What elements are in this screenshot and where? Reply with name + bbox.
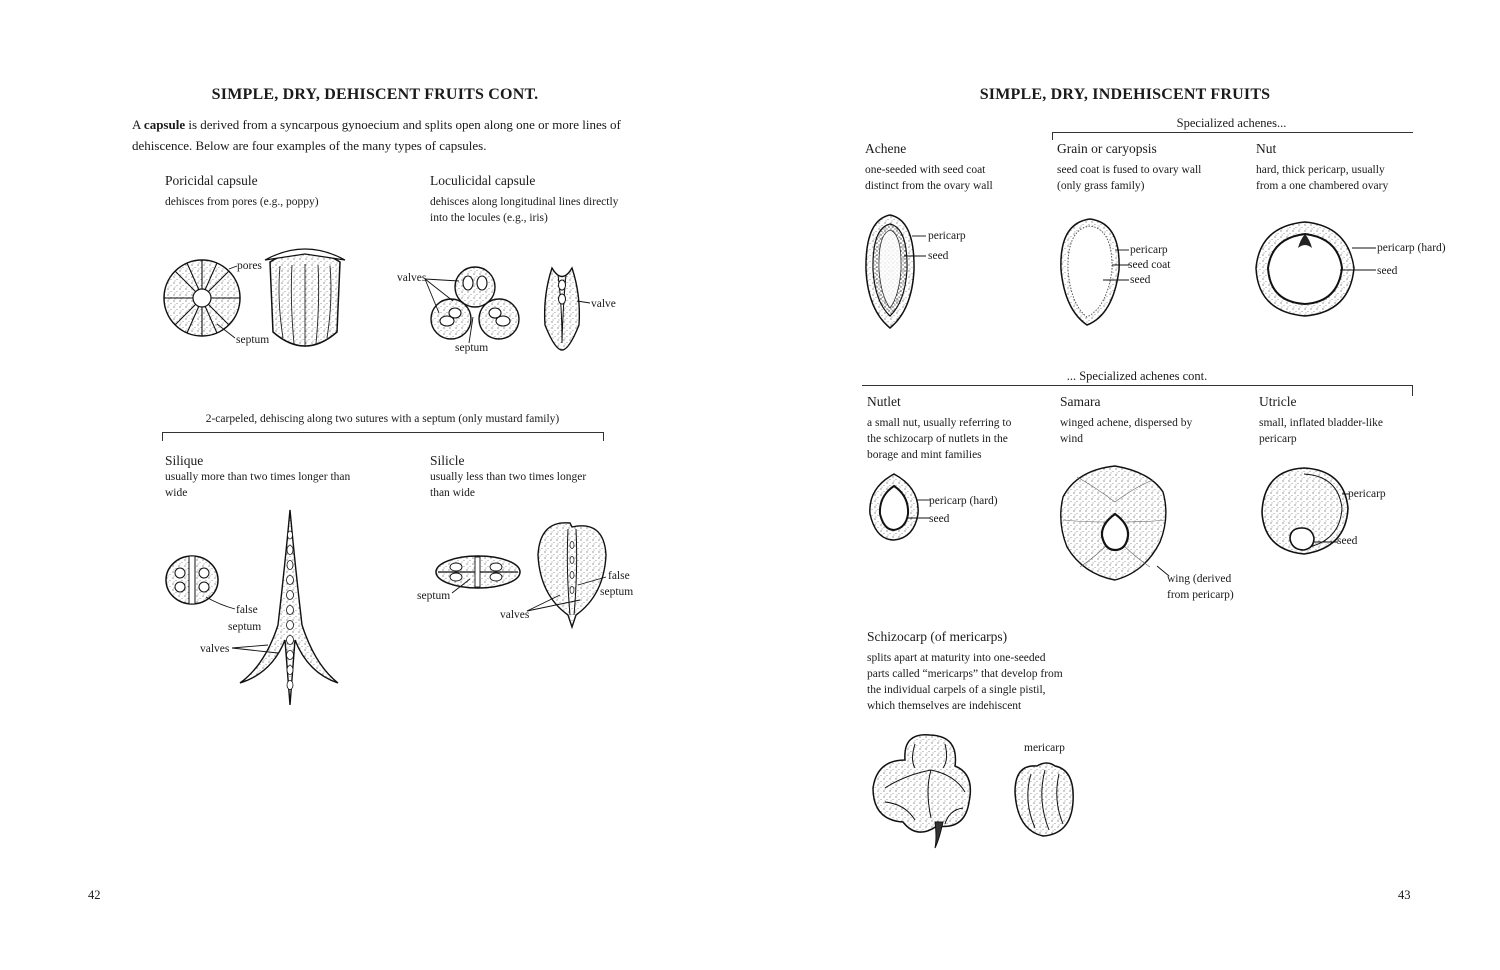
nut-label-pericarp: pericarp (hard) — [1377, 242, 1446, 254]
left-page-number: 42 — [88, 888, 101, 902]
silique-illustration — [160, 505, 360, 715]
grain-label-pericarp: pericarp — [1130, 244, 1168, 256]
schizocarp-label-mericarp: mericarp — [1024, 742, 1065, 754]
schizocarp-desc-line2: parts called “mericarps” that develop from — [867, 668, 1063, 680]
loculicidal-desc — [430, 194, 618, 226]
grain-desc — [1057, 162, 1201, 194]
silicle-label-septum: septum — [417, 590, 451, 602]
nut-desc — [1256, 162, 1388, 194]
nut-desc-line1: hard, thick pericarp, usually — [1256, 164, 1385, 176]
intro-term: capsule — [143, 117, 186, 132]
schizocarp-desc-line4: which themselves are indehiscent — [867, 700, 1022, 712]
utricle-label-pericarp: pericarp — [1348, 488, 1386, 500]
silique-desc — [165, 469, 350, 501]
nut-desc-line2: from a one chambered ovary — [1256, 180, 1389, 192]
left-page-title: SIMPLE, DRY, DEHISCENT FRUITS CONT. — [211, 86, 539, 103]
grain-label-seed: seed — [1130, 274, 1151, 286]
silicle-desc — [430, 469, 586, 501]
samara-label-wing-1: wing (derived — [1167, 573, 1232, 585]
samara-desc-line1: winged achene, dispersed by — [1060, 417, 1193, 429]
samara-desc — [1060, 415, 1192, 447]
silicle-label-false: false — [608, 570, 630, 582]
schizocarp-desc-line1: splits apart at maturity into one-seeded — [867, 652, 1046, 664]
loculicidal-label-valve: valve — [591, 298, 616, 310]
silicle-desc-line1: usually less than two times longer — [430, 471, 587, 483]
silique-label-valves: valves — [200, 643, 230, 655]
poricidal-label-septum: septum — [236, 334, 270, 346]
intro-line2: dehiscence. Below are four examples of the many types of capsules. — [132, 138, 487, 153]
achene-name: Achene — [865, 141, 907, 156]
utricle-desc — [1259, 415, 1383, 447]
nutlet-desc — [867, 415, 1011, 463]
grain-label-seed-coat: seed coat — [1128, 259, 1171, 271]
utricle-desc-line2: pericarp — [1259, 433, 1297, 445]
two-carpeled-bracket — [162, 432, 604, 441]
achene-desc — [865, 162, 993, 194]
silicle-name: Silicle — [430, 453, 465, 468]
nutlet-label-seed: seed — [929, 513, 950, 525]
nutlet-desc-line1: a small nut, usually referring to — [867, 417, 1012, 429]
nut-illustration — [1250, 218, 1380, 323]
silicle-label-valves: valves — [500, 609, 530, 621]
grain-name: Grain or caryopsis — [1057, 141, 1157, 156]
silique-desc-line2: wide — [165, 487, 188, 499]
achene-desc-line2: distinct from the ovary wall — [865, 180, 993, 192]
silicle-label-septum-2: septum — [600, 586, 634, 598]
poricidal-name: Poricidal capsule — [165, 173, 258, 188]
specialized-bracket — [1052, 132, 1413, 140]
poricidal-label-pores: pores — [237, 260, 262, 272]
utricle-illustration — [1258, 462, 1378, 562]
silique-name: Silique — [165, 453, 204, 468]
achene-label-seed: seed — [928, 250, 949, 262]
poricidal-desc: dehisces from pores (e.g., poppy) — [165, 196, 319, 208]
utricle-desc-line1: small, inflated bladder-like — [1259, 417, 1383, 429]
silique-label-septum: septum — [228, 621, 262, 633]
silique-desc-line1: usually more than two times longer than — [165, 471, 351, 483]
loculicidal-desc-line1: dehisces along longitudinal lines directly — [430, 196, 619, 208]
utricle-name: Utricle — [1259, 394, 1297, 409]
silicle-desc-line2: than wide — [430, 487, 476, 499]
two-carpeled-caption: 2-carpeled, dehiscing along two sutures with a septum (only mustard family) — [205, 413, 560, 425]
samara-name: Samara — [1060, 394, 1101, 409]
schizocarp-name: Schizocarp (of mericarps) — [867, 629, 1008, 644]
nutlet-name: Nutlet — [867, 394, 901, 409]
nutlet-desc-line3: borage and mint families — [867, 449, 982, 461]
specialized-header: Specialized achenes... — [1176, 116, 1287, 130]
achene-desc-line1: one-seeded with seed coat — [865, 164, 986, 176]
intro-line1: is derived from a syncarpous gynoecium and splits open along one or more lines of — [185, 117, 621, 132]
grain-desc-line1: seed coat is fused to ovary wall — [1057, 164, 1202, 176]
loculicidal-name: Loculicidal capsule — [430, 173, 536, 188]
nutlet-desc-line2: the schizocarp of nutlets in the — [867, 433, 1008, 445]
nut-label-seed: seed — [1377, 265, 1398, 277]
schizocarp-desc-line3: the individual carpels of a single pistil, — [867, 684, 1046, 696]
samara-illustration — [1055, 462, 1205, 587]
loculicidal-label-septum: septum — [455, 342, 489, 354]
loculicidal-label-valves: valves — [397, 272, 427, 284]
specialized-cont-bracket — [862, 385, 1413, 396]
schizocarp-desc — [867, 650, 1063, 714]
specialized-cont-header: ... Specialized achenes cont. — [1066, 369, 1208, 383]
achene-label-pericarp: pericarp — [928, 230, 966, 242]
intro-lead: A — [132, 117, 144, 132]
right-page-number: 43 — [1398, 888, 1411, 902]
silique-label-false: false — [236, 604, 258, 616]
grain-desc-line2: (only grass family) — [1057, 180, 1145, 192]
right-page-title: SIMPLE, DRY, INDEHISCENT FRUITS — [979, 86, 1271, 103]
capsule-intro — [132, 114, 652, 156]
samara-desc-line2: wind — [1060, 433, 1083, 445]
utricle-label-seed: seed — [1337, 535, 1358, 547]
loculicidal-desc-line2: into the locules (e.g., iris) — [430, 212, 548, 224]
nutlet-label-pericarp: pericarp (hard) — [929, 495, 998, 507]
samara-label-wing-2: from pericarp) — [1167, 589, 1234, 601]
nut-name: Nut — [1256, 141, 1277, 156]
